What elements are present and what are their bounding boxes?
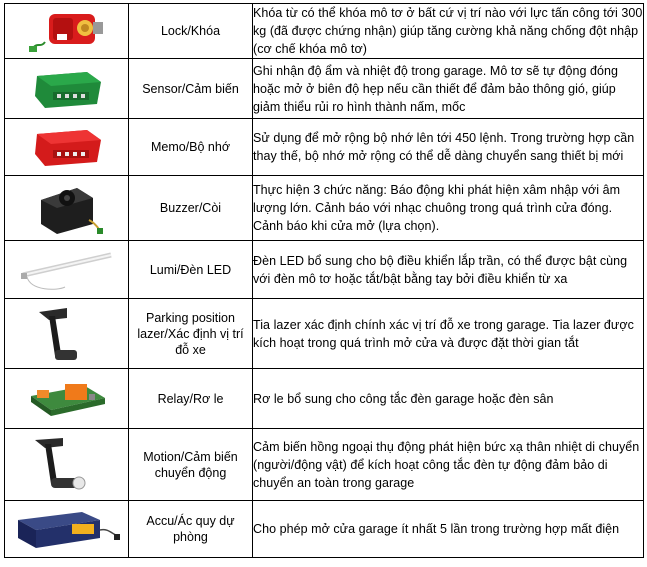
accessory-name: Memo/Bộ nhớ (129, 119, 253, 176)
image-cell (5, 4, 129, 59)
image-cell (5, 299, 129, 369)
accessory-description: Rơ le bổ sung cho công tắc đèn garage hoặc đèn sân (253, 369, 644, 429)
table-row (5, 501, 644, 558)
table-row (5, 119, 644, 176)
image-cell (5, 176, 129, 241)
image-cell (5, 241, 129, 299)
accessory-name: Relay/Rơ le (129, 369, 253, 429)
accessory-description: Khóa từ có thể khóa mô tơ ở bất cứ vị trí nào với lực tấn công tới 300 kg (đã được chứng nhận) giúp tăng cường khả năng chống đột nhập (cơ chế khóa mô tơ) (253, 4, 644, 59)
accessories-table (4, 3, 644, 558)
accessory-description: Tia lazer xác định chính xác vị trí đỗ xe trong garage. Tia lazer được kích hoạt trong quá trình mở cửa và được đặt thời gian tắt (253, 299, 644, 369)
accessory-description: Cho phép mở cửa garage ít nhất 5 lần trong trường hợp mất điện (253, 501, 644, 558)
table-row (5, 4, 644, 59)
accessory-name: Buzzer/Còi (129, 176, 253, 241)
table-row (5, 176, 644, 241)
image-cell (5, 429, 129, 501)
backup-battery-icon (5, 506, 128, 552)
table-row (5, 59, 644, 119)
accessory-description: Thực hiện 3 chức năng: Báo động khi phát hiện xâm nhập với âm lượng lớn. Cảnh báo với nhạc chuông trong quá trình cửa đóng. Cảnh báo khi cửa mở (lựa chọn). (253, 176, 644, 241)
table-row (5, 299, 644, 369)
green-sensor-module-icon (5, 66, 128, 112)
image-cell (5, 369, 129, 429)
accessory-description: Đèn LED bổ sung cho bộ điều khiển lắp trần, có thể được bật cùng với đèn mô tơ hoặc tắt/bật bằng tay bởi điều khiển từ xa (253, 241, 644, 299)
red-motor-lock-icon (5, 8, 128, 54)
accessory-name: Parking position lazer/Xác định vị trí đỗ xe (129, 299, 253, 369)
black-buzzer-icon (5, 180, 128, 236)
accessory-name: Motion/Cảm biến chuyển động (129, 429, 253, 501)
accessory-name: Sensor/Cảm biến (129, 59, 253, 119)
accessory-description: Sử dụng để mở rộng bộ nhớ lên tới 450 lệnh. Trong trường hợp cần thay thế, bộ nhớ mở rộng có thể dễ dàng chuyển sang thiết bị mới (253, 119, 644, 176)
table-row (5, 369, 644, 429)
motion-sensor-bracket-icon (5, 434, 128, 496)
image-cell (5, 119, 129, 176)
table-row (5, 241, 644, 299)
parking-laser-bracket-icon (5, 304, 128, 364)
image-cell (5, 59, 129, 119)
accessory-description: Cảm biến hồng ngoại thụ động phát hiện bức xạ thân nhiệt di chuyển (người/động vật) để kích hoạt công tắc đèn tự động đảm bảo di chuyển an toàn trong garage (253, 429, 644, 501)
led-strip-icon (5, 247, 128, 293)
relay-board-icon (5, 376, 128, 422)
accessory-name: Accu/Ác quy dự phòng (129, 501, 253, 558)
table-row (5, 429, 644, 501)
image-cell (5, 501, 129, 558)
accessory-name: Lock/Khóa (129, 4, 253, 59)
red-memory-module-icon (5, 124, 128, 170)
accessory-name: Lumi/Đèn LED (129, 241, 253, 299)
accessory-description: Ghi nhận độ ẩm và nhiệt độ trong garage. Mô tơ sẽ tự động đóng hoặc mở ở biên độ hẹp nếu cần thiết để đảm bảo thông gió, giúp giảm thiểu rủi ro hình thành nấm, mốc (253, 59, 644, 119)
